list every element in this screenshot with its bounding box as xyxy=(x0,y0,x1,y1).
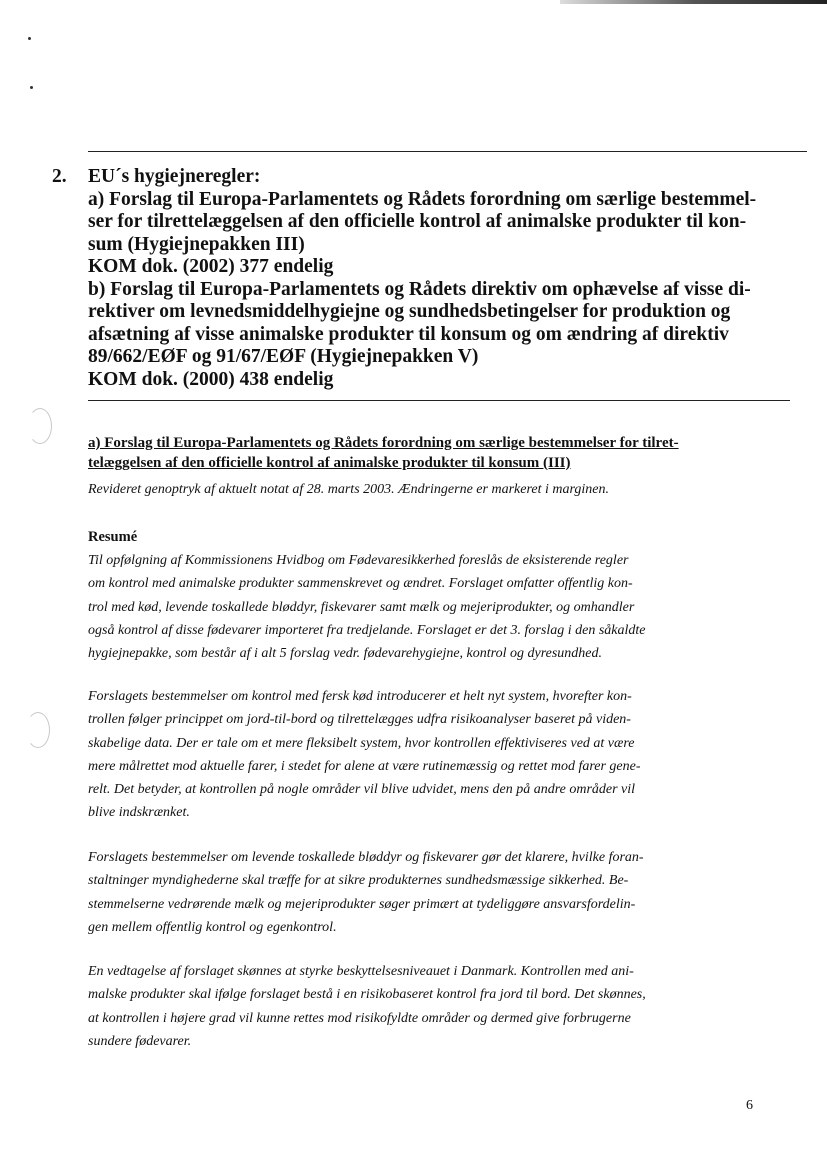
scan-top-edge xyxy=(560,0,827,4)
heading-line: rektiver om levnedsmiddelhygiejne og sundhedsbetingelser for produktion og xyxy=(88,301,731,322)
paragraph-line: stemmelserne vedrørende mælk og mejeriprodukter søger primært at tydeliggøre ansvarsfordelin- xyxy=(88,896,636,912)
heading-line: KOM dok. (2000) 438 endelig xyxy=(88,368,334,390)
heading-line: a) Forslag til Europa-Parlamentets og Rådets forordning om særlige bestemmel- xyxy=(88,188,757,210)
section-number: 2. xyxy=(52,166,67,187)
section-heading-text xyxy=(88,166,772,391)
scan-speck xyxy=(30,86,33,89)
paragraph-line: Forslagets bestemmelser om levende toskallede bløddyr og fiskevarer gør det klarere, hvilke foran- xyxy=(88,850,644,865)
heading-line: EU´s hygiejneregler: xyxy=(88,166,261,187)
paragraph-line: mere målrettet mod aktuelle farer, i stedet for alene at være rutinemæssig og rettet mod farer gene- xyxy=(88,758,641,774)
paragraph-line: relt. Det betyder, at kontrollen på nogle områder vil blive udvidet, mens den på andre områder vil xyxy=(88,782,636,798)
revised-note: Revideret genoptryk af aktuelt notat af 28. marts 2003. Ændringerne er markeret i marginen. xyxy=(88,482,610,497)
paragraph-line: trollen følger princippet om jord-til-bord og tilrettelægges udfra risikoanalyser baseret på viden- xyxy=(88,712,631,728)
heading-line: 89/662/EØF og 91/67/EØF (Hygiejnepakken V) xyxy=(88,346,479,367)
heading-line: KOM dok. (2002) 377 endelig xyxy=(88,256,334,277)
paragraph-line: staltninger myndighederne skal træffe for at sikre produkternes sundhedsmæssige sikkerhed. Be- xyxy=(88,873,629,889)
subsection-title xyxy=(88,433,758,473)
paragraph-line: skabelige data. Der er tale om et mere fleksibelt system, hvor kontrollen effektiviseres ved at være xyxy=(88,735,635,751)
scan-speck xyxy=(28,37,31,40)
paragraph-line: gen mellem offentlig kontrol og egenkontrol. xyxy=(88,919,337,935)
heading-bottom-rule xyxy=(88,400,790,401)
subsection-title-line: a) Forslag til Europa-Parlamentets og Rådets forordning om særlige bestemmelser for tilret- xyxy=(88,435,679,451)
paragraph-line: blive indskrænket. xyxy=(88,805,190,821)
section-heading xyxy=(52,166,772,391)
resume-heading: Resumé xyxy=(88,529,138,545)
page-number: 6 xyxy=(746,1098,753,1113)
paragraph-line: Til opfølgning af Kommissionens Hvidbog om Fødevaresikkerhed foreslås de eksisterende regler xyxy=(88,553,629,568)
paragraph-line: om kontrol med animalske produkter sammenskrevet og ændret. Forslaget omfatter offentlig kon- xyxy=(88,576,633,592)
punch-hole-mark xyxy=(28,408,52,444)
paragraph-line: sundere fødevarer. xyxy=(88,1033,192,1049)
paragraph-line: at kontrollen i højere grad vil kunne rettes mod risikofyldte områder og dermed give forbrugerne xyxy=(88,1010,631,1026)
punch-hole-mark xyxy=(26,712,50,748)
heading-line: ser for tilrettelæggelsen af den officielle kontrol af animalske produkter til kon- xyxy=(88,211,747,232)
paragraph-line: hygiejnepakke, som består af i alt 5 forslag vedr. fødevarehygiejne, kontrol og dyresundhed. xyxy=(88,646,603,662)
paragraph-line: trol med kød, levende toskallede bløddyr, fiskevarer samt mælk og mejeriprodukter, og omhandler xyxy=(88,599,635,615)
paragraph-line: også kontrol af disse fødevarer importeret fra tredjelande. Forslaget er det 3. forslag i den såkaldte xyxy=(88,622,646,638)
resume-paragraph-4 xyxy=(88,960,768,1053)
paragraph-line: En vedtagelse af forslaget skønnes at styrke beskyttelsesniveauet i Danmark. Kontrollen med ani- xyxy=(88,964,634,979)
resume-paragraph-3 xyxy=(88,846,768,939)
heading-line: sum (Hygiejnepakken III) xyxy=(88,233,305,255)
resume-paragraph-1 xyxy=(88,549,768,665)
heading-line: afsætning af visse animalske produkter til konsum og om ændring af direktiv xyxy=(88,323,729,345)
paragraph-line: malske produkter skal ifølge forslaget bestå i en risikobaseret kontrol fra jord til bord. Det skønnes, xyxy=(88,987,646,1003)
top-rule xyxy=(88,151,807,152)
paragraph-line: Forslagets bestemmelser om kontrol med fersk kød introducerer et helt nyt system, hvorefter kon- xyxy=(88,689,632,704)
resume-paragraph-2 xyxy=(88,685,768,825)
subsection-title-line: telæggelsen af den officielle kontrol af animalske produkter til konsum (III) xyxy=(88,455,571,471)
heading-line: b) Forslag til Europa-Parlamentets og Rådets direktiv om ophævelse af visse di- xyxy=(88,278,751,300)
